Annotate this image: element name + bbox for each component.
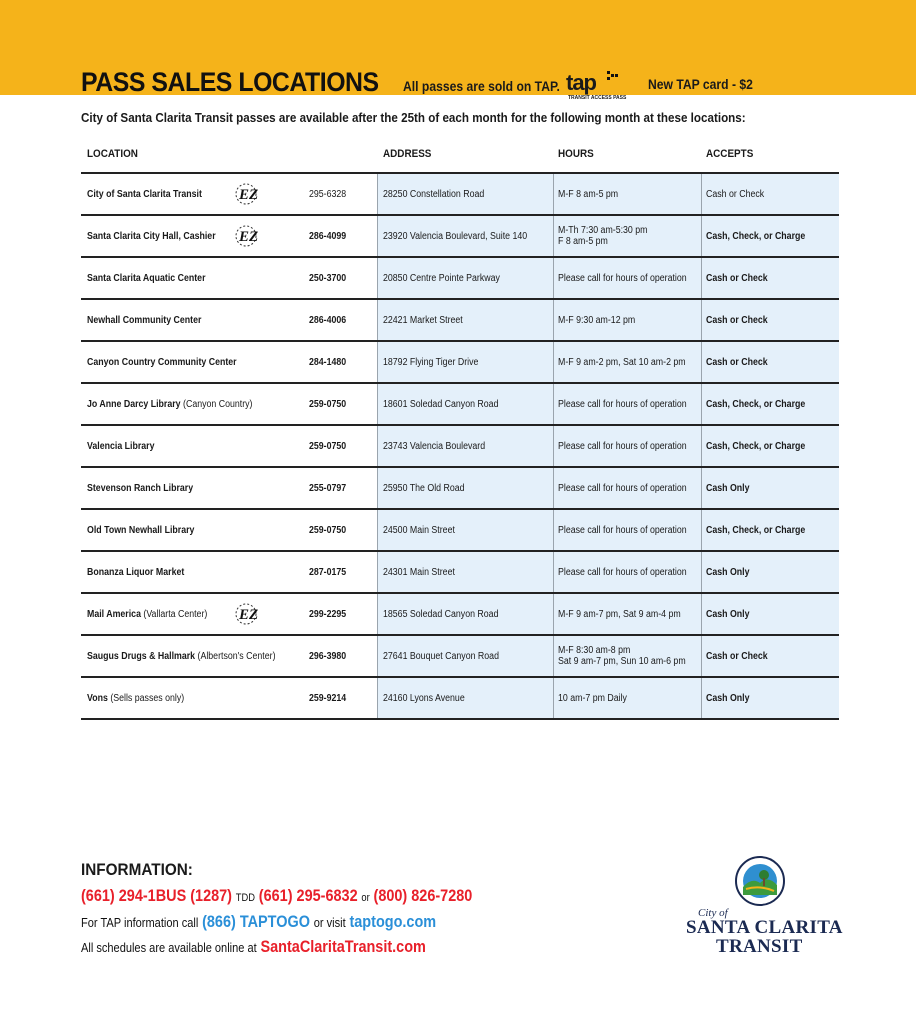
intro-text: City of Santa Clarita Transit passes are available after the 25th of each month for the following month at these locations:	[81, 110, 746, 125]
column-divider	[701, 678, 702, 718]
column-divider	[553, 426, 554, 466]
hours-line: M-F 9 am-2 pm, Sat 10 am-2 pm	[558, 356, 686, 368]
location-name-main: Newhall Community Center	[87, 314, 202, 326]
location-name-note: (Albertson's Center)	[195, 650, 276, 662]
location-hours	[558, 552, 704, 592]
table-row	[81, 174, 839, 214]
location-name	[87, 594, 224, 634]
tap-logo	[566, 70, 636, 102]
tap-info-mid: or visit	[313, 915, 346, 930]
table-row	[81, 468, 839, 508]
column-divider	[553, 258, 554, 298]
location-address	[383, 636, 515, 676]
address-text: 25950 The Old Road	[383, 482, 465, 494]
column-divider	[553, 342, 554, 382]
location-hours	[558, 342, 703, 382]
accepts-text: Cash or Check	[706, 356, 768, 368]
location-name-main: Old Town Newhall Library	[87, 524, 195, 536]
column-divider	[553, 636, 554, 676]
location-name-main: Stevenson Ranch Library	[87, 482, 194, 494]
column-divider	[377, 552, 378, 592]
hours-line: Please call for hours of operation	[558, 272, 687, 284]
location-hours	[558, 174, 626, 214]
hours-line: M-F 9 am-7 pm, Sat 9 am-4 pm	[558, 608, 681, 620]
accepts-text: Cash Only	[706, 608, 750, 620]
table-row	[81, 342, 839, 382]
page-title: PASS SALES LOCATIONS	[81, 67, 379, 97]
column-divider	[553, 300, 554, 340]
table-row	[81, 510, 839, 550]
table-row	[81, 636, 839, 676]
location-name-main: Valencia Library	[87, 440, 155, 452]
ez-pass-icon	[233, 600, 259, 626]
location-accepts	[706, 174, 772, 214]
location-address	[383, 678, 476, 718]
phone-text: 286-4006	[309, 314, 347, 326]
phone-text: 295-6328	[309, 188, 347, 200]
phone-text: 259-0750	[309, 524, 347, 536]
location-hours	[558, 300, 646, 340]
location-accepts	[706, 384, 819, 424]
phone-text: 259-0750	[309, 398, 347, 410]
phone-text: 259-0750	[309, 440, 347, 452]
location-phone	[309, 468, 351, 508]
location-phone	[309, 300, 351, 340]
column-divider	[377, 216, 378, 256]
hours-line: Please call for hours of operation	[558, 566, 687, 578]
address-text: 24160 Lyons Avenue	[383, 692, 465, 704]
info-phones	[81, 886, 472, 906]
accepts-text: Cash, Check, or Charge	[706, 398, 806, 410]
location-phone	[309, 174, 351, 214]
location-address	[383, 300, 474, 340]
column-divider	[553, 216, 554, 256]
main-phone[interactable]: (661) 294-1BUS (1287)	[81, 886, 233, 905]
location-hours	[558, 384, 704, 424]
location-address	[383, 594, 514, 634]
location-accepts	[706, 342, 776, 382]
column-divider	[377, 300, 378, 340]
table-header	[81, 148, 839, 172]
title-row	[81, 64, 577, 98]
new-tap-card-price: New TAP card - $2	[648, 77, 753, 92]
location-name	[87, 510, 209, 550]
info-tap	[81, 912, 436, 932]
address-text: 20850 Centre Pointe Parkway	[383, 272, 500, 284]
transit-website-link[interactable]: SantaClaritaTransit.com	[260, 937, 426, 956]
hours-line: Please call for hours of operation	[558, 398, 687, 410]
address-text: 27641 Bouquet Canyon Road	[383, 650, 499, 662]
location-name	[87, 636, 301, 676]
tdd-phone[interactable]: (661) 295-6832	[258, 886, 358, 905]
address-text: 18601 Soledad Canyon Road	[383, 398, 499, 410]
hours-line: M-F 8:30 am-8 pm	[558, 645, 631, 656]
city-seal-icon	[730, 855, 790, 907]
table-row	[81, 384, 839, 424]
tap-phone[interactable]: (866) TAPTOGO	[202, 912, 310, 931]
location-phone	[309, 384, 351, 424]
column-divider	[377, 342, 378, 382]
phone-text: 286-4099	[309, 230, 347, 242]
location-phone	[309, 510, 351, 550]
address-text: 18565 Soledad Canyon Road	[383, 608, 499, 620]
location-name-main: Vons	[87, 692, 108, 704]
location-accepts	[706, 258, 776, 298]
accepts-text: Cash, Check, or Charge	[706, 440, 806, 452]
location-name	[87, 426, 164, 466]
location-name	[87, 342, 257, 382]
column-divider	[701, 174, 702, 214]
column-divider	[553, 594, 554, 634]
location-hours	[558, 216, 660, 256]
location-name-note: (Sells passes only)	[107, 692, 185, 704]
accepts-text: Cash or Check	[706, 314, 768, 326]
accepts-text: Cash, Check, or Charge	[706, 524, 806, 536]
column-divider	[553, 384, 554, 424]
address-text: 28250 Constellation Road	[383, 188, 485, 200]
column-divider	[377, 426, 378, 466]
svg-text:EZ: EZ	[239, 229, 259, 245]
location-accepts	[706, 594, 755, 634]
col-address: ADDRESS	[383, 148, 432, 160]
table-row	[81, 300, 839, 340]
hours-line: Please call for hours of operation	[558, 524, 687, 536]
info-schedules	[81, 937, 426, 957]
address-text: 22421 Market Street	[383, 314, 463, 326]
location-accepts	[706, 636, 776, 676]
column-divider	[377, 594, 378, 634]
location-name-main: Bonanza Liquor Market	[87, 566, 185, 578]
phone-text: 287-0175	[309, 566, 347, 578]
address-text: 23920 Valencia Boulevard, Suite 140	[383, 230, 528, 242]
table-row	[81, 216, 839, 256]
location-address	[383, 384, 514, 424]
tap-logo-text: tap	[566, 70, 596, 95]
tap-note: All passes are sold on TAP.	[402, 79, 560, 94]
column-divider	[377, 384, 378, 424]
col-accepts: ACCEPTS	[706, 148, 754, 160]
tap-info-prefix: For TAP information call	[81, 915, 199, 930]
accepts-text: Cash Only	[706, 692, 750, 704]
location-phone	[309, 258, 351, 298]
column-divider	[701, 216, 702, 256]
location-phone	[309, 216, 351, 256]
col-hours: HOURS	[558, 148, 594, 160]
info-heading: INFORMATION:	[81, 860, 193, 879]
location-phone	[309, 636, 351, 676]
ez-pass-icon	[233, 180, 259, 206]
location-accepts	[706, 300, 776, 340]
column-divider	[377, 678, 378, 718]
location-name-main: Mail America	[87, 608, 141, 620]
ez-pass-icon	[233, 222, 259, 248]
accepts-text: Cash or Check	[706, 272, 768, 284]
location-address	[383, 216, 547, 256]
table-row	[81, 552, 839, 592]
col-location: LOCATION	[87, 148, 138, 160]
location-phone	[309, 594, 351, 634]
location-phone	[309, 342, 351, 382]
location-accepts	[706, 426, 819, 466]
hours-line: 10 am-7 pm Daily	[558, 692, 627, 704]
hours-line: M-F 8 am-5 pm	[558, 188, 619, 200]
hours-line: M-F 9:30 am-12 pm	[558, 314, 636, 326]
column-divider	[377, 258, 378, 298]
address-text: 23743 Valencia Boulevard	[383, 440, 486, 452]
column-divider	[553, 510, 554, 550]
hours-line: Please call for hours of operation	[558, 440, 687, 452]
hours-line: F 8 am-5 pm	[558, 236, 608, 247]
location-accepts	[706, 678, 755, 718]
accepts-text: Cash Only	[706, 482, 750, 494]
tap-website-link[interactable]: taptogo.com	[349, 912, 437, 931]
location-address	[383, 258, 516, 298]
location-accepts	[706, 552, 755, 592]
tap-logo-tagline: TRANSIT ACCESS PASS	[568, 95, 627, 101]
location-address	[383, 468, 476, 508]
accepts-text: Cash or Check	[706, 650, 768, 662]
tap-arrow-icon	[606, 70, 620, 84]
location-address	[383, 174, 498, 214]
location-name	[87, 552, 198, 592]
location-hours	[558, 678, 636, 718]
logo-name-line2: TRANSIT	[716, 936, 803, 957]
location-hours	[558, 258, 704, 298]
location-name-main: Santa Clarita Aquatic Center	[87, 272, 206, 284]
location-name-main: Jo Anne Darcy Library	[87, 398, 181, 410]
location-name-main: Saugus Drugs & Hallmark	[87, 650, 196, 662]
column-divider	[377, 636, 378, 676]
tdd-label: TDD	[235, 892, 256, 904]
location-hours	[558, 468, 704, 508]
hours-line: Sat 9 am-7 pm, Sun 10 am-6 pm	[558, 656, 686, 667]
location-name-note: (Vallarta Center)	[140, 608, 208, 620]
location-hours	[558, 510, 704, 550]
location-name	[87, 258, 222, 298]
phone-text: 259-9214	[309, 692, 347, 704]
location-hours	[558, 594, 697, 634]
hours-line: Please call for hours of operation	[558, 482, 687, 494]
column-divider	[701, 594, 702, 634]
location-address	[383, 552, 465, 592]
location-name	[87, 678, 197, 718]
location-accepts	[706, 216, 819, 256]
svg-text:EZ: EZ	[239, 187, 259, 203]
location-phone	[309, 426, 351, 466]
santa-clarita-transit-logo	[686, 855, 843, 965]
column-divider	[553, 552, 554, 592]
location-phone	[309, 678, 351, 718]
location-name-main: Santa Clarita City Hall, Cashier	[87, 230, 216, 242]
location-name	[87, 468, 208, 508]
location-hours	[558, 426, 704, 466]
alt-phone[interactable]: (800) 826-7280	[373, 886, 473, 905]
location-name	[87, 216, 233, 256]
column-divider	[553, 174, 554, 214]
svg-text:EZ: EZ	[239, 607, 259, 623]
location-address	[383, 510, 465, 550]
phone-text: 250-3700	[309, 272, 347, 284]
hours-line: M-Th 7:30 am-5:30 pm	[558, 225, 648, 236]
location-name-note: (Canyon Country)	[180, 398, 253, 410]
column-divider	[553, 468, 554, 508]
or-text: or	[361, 892, 370, 904]
column-divider	[377, 468, 378, 508]
phone-text: 299-2295	[309, 608, 347, 620]
column-divider	[377, 174, 378, 214]
location-phone	[309, 552, 351, 592]
location-name	[87, 384, 275, 424]
column-divider	[377, 510, 378, 550]
accepts-text: Cash Only	[706, 566, 750, 578]
location-name-main: City of Santa Clarita Transit	[87, 188, 202, 200]
phone-text: 255-0797	[309, 482, 347, 494]
location-accepts	[706, 468, 755, 508]
location-accepts	[706, 510, 819, 550]
phone-text: 296-3980	[309, 650, 347, 662]
table-row	[81, 426, 839, 466]
location-name	[87, 174, 218, 214]
logo-city-of: City of	[698, 907, 728, 919]
location-address	[383, 426, 499, 466]
accepts-text: Cash or Check	[706, 188, 765, 200]
phone-text: 284-1480	[309, 356, 347, 368]
address-text: 24500 Main Street	[383, 524, 455, 536]
table-row	[81, 258, 839, 298]
table-row	[81, 678, 839, 718]
logo-name-line1: SANTA CLARITA	[686, 917, 843, 938]
accepts-text: Cash, Check, or Charge	[706, 230, 806, 242]
address-text: 18792 Flying Tiger Drive	[383, 356, 479, 368]
location-name	[87, 300, 217, 340]
address-text: 24301 Main Street	[383, 566, 455, 578]
table-row	[81, 594, 839, 634]
column-divider	[701, 300, 702, 340]
schedules-prefix: All schedules are available online at	[81, 940, 257, 955]
location-name-main: Canyon Country Community Center	[87, 356, 237, 368]
location-address	[383, 342, 491, 382]
column-divider	[553, 678, 554, 718]
row-rule	[81, 718, 839, 720]
location-hours	[558, 636, 703, 676]
